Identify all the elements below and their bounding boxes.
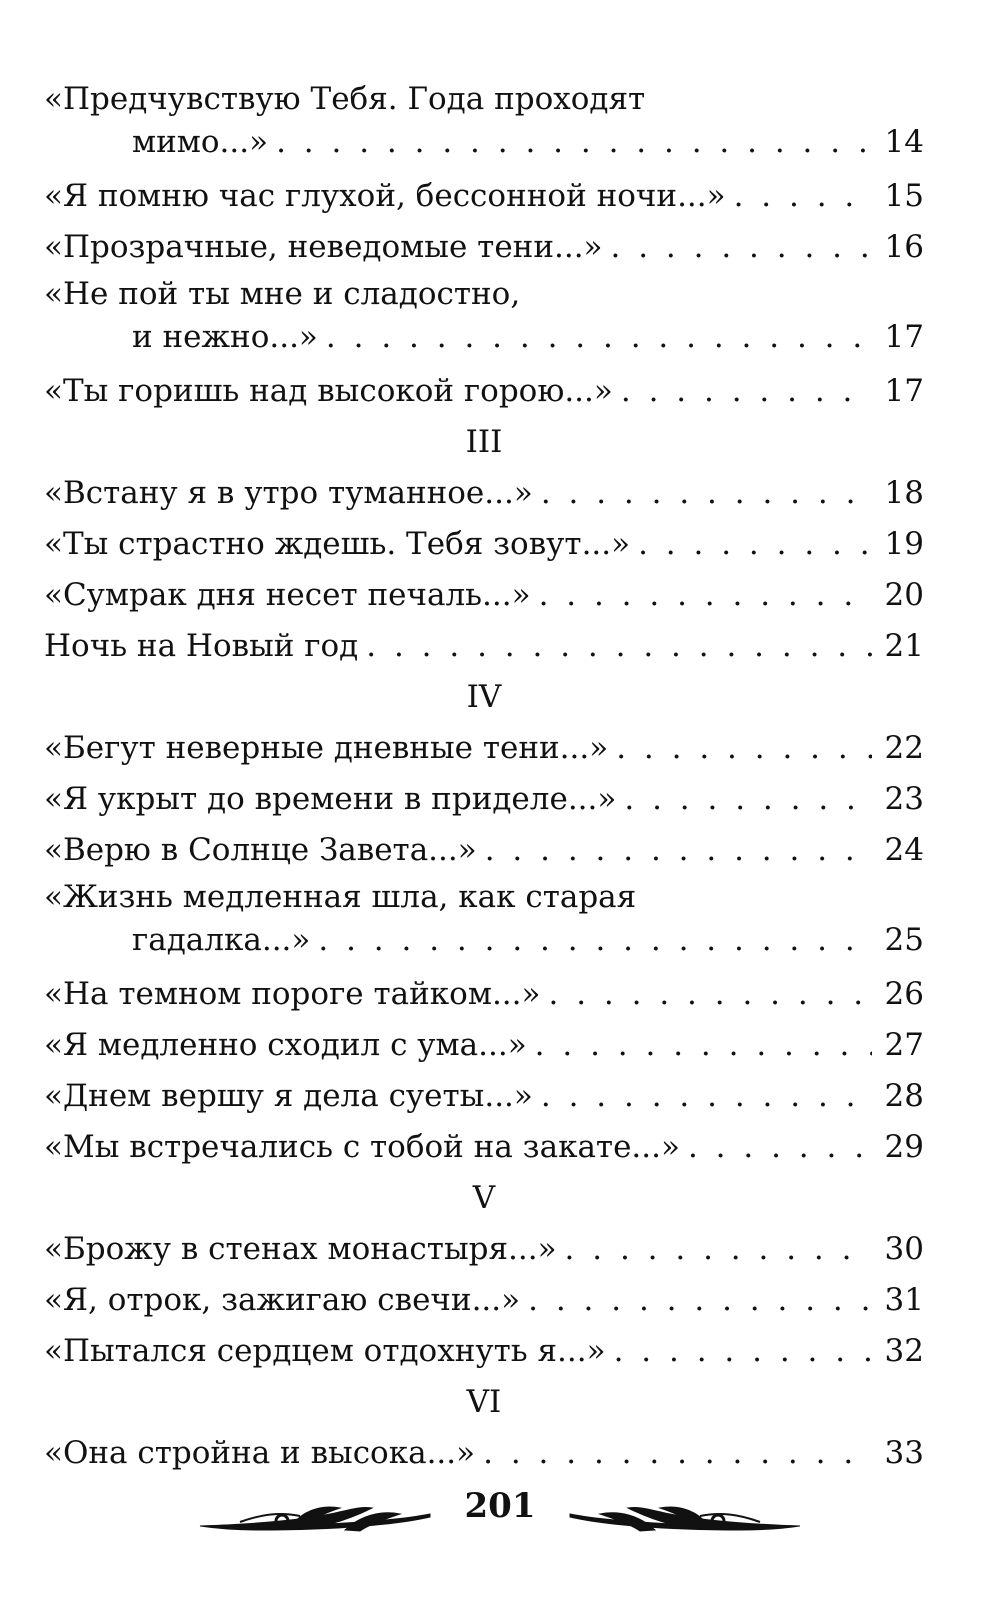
toc-page-number: 27	[884, 1027, 924, 1063]
toc-entry	[44, 366, 924, 417]
toc-page-number: 26	[884, 976, 924, 1012]
toc-entry-title: Ночь на Новый год	[44, 628, 359, 664]
toc-entry	[44, 519, 924, 570]
toc-entry-title: «Я укрыт до времени в приделе...»	[44, 781, 617, 817]
dot-leader	[638, 519, 872, 570]
toc-entry	[44, 273, 924, 315]
dot-leader	[565, 1224, 872, 1275]
toc-page-number: 22	[884, 730, 924, 766]
toc-entry-title: «Днем вершу я дела суеты...»	[44, 1078, 533, 1114]
dot-leader	[616, 723, 872, 774]
toc-page-number: 23	[884, 781, 924, 817]
toc-entry-title: «Не пой ты мне и сладостно,	[44, 276, 521, 312]
toc-entry	[44, 1428, 924, 1479]
toc-entry	[44, 78, 924, 120]
dot-leader	[326, 315, 872, 359]
section-heading: IV	[466, 679, 502, 715]
toc-page-number: 17	[884, 319, 924, 355]
toc-entry-title: «Ты страстно ждешь. Тебя зовут...»	[44, 526, 631, 562]
toc-entry	[44, 1122, 924, 1173]
section-heading: III	[465, 424, 503, 460]
toc-page-number: 16	[884, 229, 924, 265]
toc-entry	[44, 825, 924, 876]
toc-page-number: 31	[884, 1282, 924, 1318]
toc-page-number: 19	[884, 526, 924, 562]
dot-leader	[621, 366, 872, 417]
toc-entry	[44, 1224, 924, 1275]
toc-page-number: 20	[884, 577, 924, 613]
dot-leader	[548, 969, 872, 1020]
page-footer	[0, 1484, 1000, 1554]
toc-entry	[44, 876, 924, 918]
toc-entry-title: «Я, отрок, зажигаю свечи...»	[44, 1282, 521, 1318]
toc-entry-title: «Бегут неверные дневные тени...»	[44, 730, 609, 766]
toc-page-number: 14	[884, 124, 924, 160]
toc-entry	[44, 918, 924, 969]
toc-entry	[44, 723, 924, 774]
toc-page-number: 33	[884, 1435, 924, 1471]
toc-entry	[44, 1326, 924, 1377]
dot-leader	[539, 570, 872, 621]
toc-page-number: 15	[884, 178, 924, 214]
dot-leader	[624, 774, 872, 825]
toc-entry-title: «Брожу в стенах монастыря...»	[44, 1231, 557, 1267]
toc-entry	[44, 315, 924, 366]
toc-page-number: 21	[884, 628, 924, 664]
toc-entry	[44, 570, 924, 621]
toc-entry	[44, 969, 924, 1020]
toc-entry-title: «Верю в Солнце Завета...»	[44, 832, 477, 868]
toc-entry	[44, 621, 924, 672]
toc-entry-title: «Ты горишь над высокой горою...»	[44, 373, 613, 409]
toc-entry-title: «Пытался сердцем отдохнуть я...»	[44, 1333, 606, 1369]
toc-entry-title: и нежно...»	[132, 319, 318, 355]
page-number: 201	[464, 1486, 536, 1526]
toc-page-number: 25	[884, 922, 924, 958]
toc-page-number: 17	[884, 373, 924, 409]
section-heading: V	[472, 1180, 496, 1216]
toc-entry	[44, 222, 924, 273]
toc-entry-title: «Она стройна и высока...»	[44, 1435, 476, 1471]
dot-leader	[485, 825, 872, 876]
toc-entry	[44, 1020, 924, 1071]
toc-entry	[44, 468, 924, 519]
dot-leader	[483, 1428, 872, 1479]
toc-page-number: 28	[884, 1078, 924, 1114]
toc-page-number: 30	[884, 1231, 924, 1267]
dot-leader	[276, 120, 872, 164]
toc-page-number: 18	[884, 475, 924, 511]
toc-entry-title: мимо...»	[132, 124, 269, 160]
toc-entry-title: «Предчувствую Тебя. Года проходят	[44, 81, 646, 117]
toc-entry	[44, 1071, 924, 1122]
dot-leader	[318, 918, 872, 962]
dot-leader	[734, 171, 872, 222]
dot-leader	[528, 1275, 872, 1326]
toc-entry-title: «Мы встречались с тобой на закате...»	[44, 1129, 680, 1165]
toc-page-number: 32	[884, 1333, 924, 1369]
dot-leader	[535, 1020, 872, 1071]
toc-entry	[44, 171, 924, 222]
toc-entry	[44, 774, 924, 825]
toc-entry-title: «Я помню час глухой, бессонной ночи...»	[44, 178, 726, 214]
toc-entry-title: «Я медленно сходил с ума...»	[44, 1027, 527, 1063]
toc-entry-title: гадалка...»	[132, 922, 311, 958]
dot-leader	[366, 621, 872, 672]
toc-entry	[44, 120, 924, 171]
toc-entry-title: «Встану я в утро туманное...»	[44, 475, 533, 511]
dot-leader	[688, 1122, 872, 1173]
table-of-contents	[44, 78, 924, 1479]
toc-entry	[44, 1275, 924, 1326]
section-heading: VI	[466, 1384, 502, 1420]
toc-entry-title: «Жизнь медленная шла, как старая	[44, 879, 637, 915]
dot-leader	[541, 1071, 872, 1122]
dot-leader	[614, 1326, 872, 1377]
toc-page-number: 24	[884, 832, 924, 868]
toc-entry-title: «Сумрак дня несет печаль...»	[44, 577, 531, 613]
toc-page-number: 29	[884, 1129, 924, 1165]
dot-leader	[541, 468, 872, 519]
dot-leader	[611, 222, 872, 273]
toc-entry-title: «На темном пороге тайком...»	[44, 976, 541, 1012]
toc-entry-title: «Прозрачные, неведомые тени...»	[44, 229, 603, 265]
